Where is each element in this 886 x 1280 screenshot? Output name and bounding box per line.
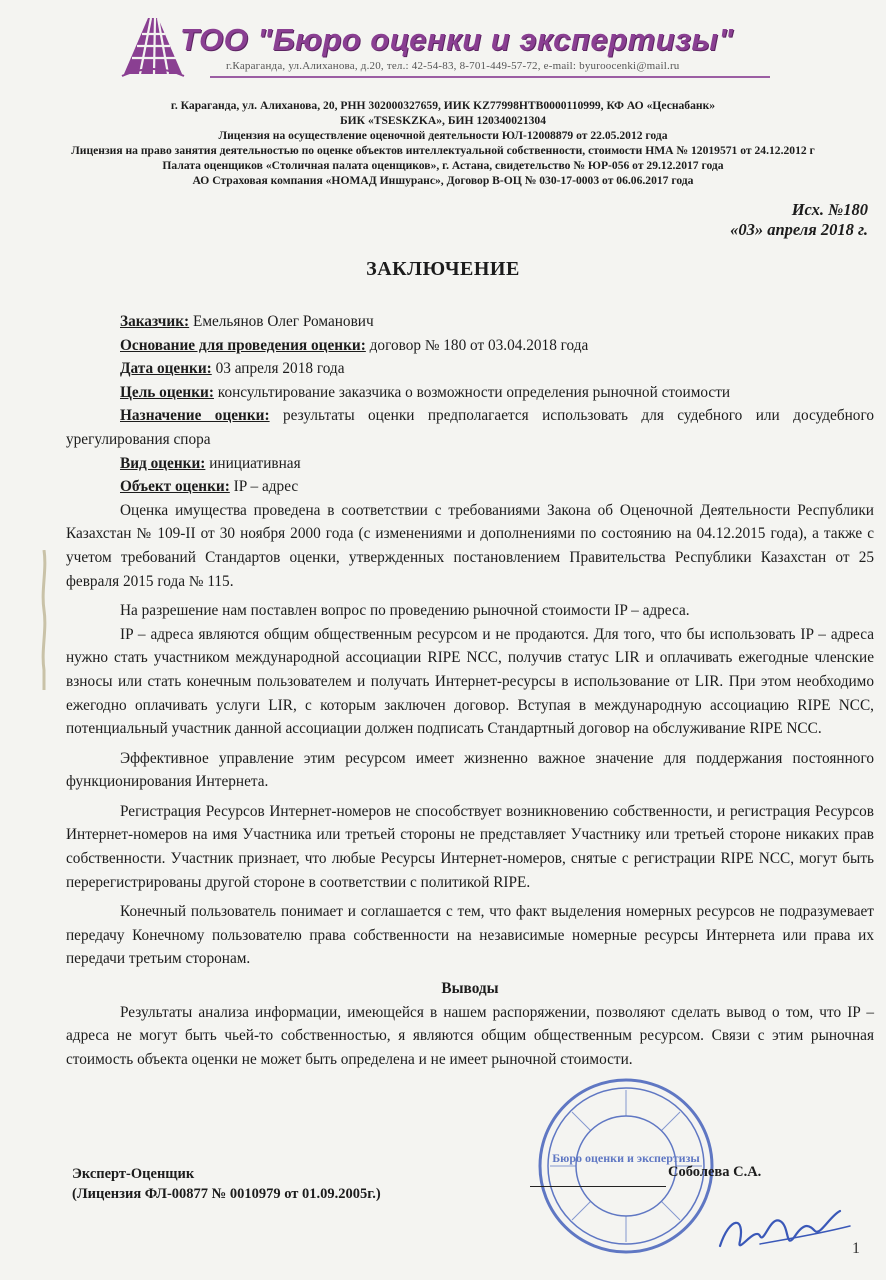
outgoing-reference [730,200,868,240]
paragraph-question: На разрешение нам поставлен вопрос по проведению рыночной стоимости IP – адреса. [120,602,690,620]
header-divider [210,76,770,78]
field-label: Объект оценки: [120,478,230,496]
field-label: Заказчик: [120,313,190,330]
field-value: IP – адрес [229,478,299,496]
signature-line [530,1186,666,1187]
field-customer [66,310,874,334]
binding-thread-icon [40,550,48,690]
field-value: результаты оценки предполагается использовать для судебного или досудебного урегулирования спора [66,407,874,448]
company-name: ТОО "Бюро оценки и экспертизы" [180,22,734,57]
company-contacts: г.Караганда, ул.Алиханова, д.20, тел.: 42-54-83, 8-701-449-57-72, e-mail: byuroocenki@mail.ru [226,60,680,72]
field-goal [66,381,874,405]
paragraph-registration: Регистрация Ресурсов Интернет-номеров не способствует возникновению собственности, и регистрация Ресурсов Интернет-номеров на имя Участника или третьей стороны не представляет Участнику или третьей стороне никаких прав собственности. Участник признает, что любые Ресурсы Интернет-номеров, снятые с регистрации RIPE NCC, могут быть перерегистрированы другой стороне в соответствии с политикой RIPE. [66,802,874,891]
paragraph-management: Эффективное управление этим ресурсом имеет жизненно важное значение для поддержания постоянного функционирования Интернета. [66,749,874,791]
company-logo-icon [118,14,188,78]
field-label: Вид оценки: [120,454,206,472]
field-label: Дата оценки: [120,360,212,378]
paragraph-legal-basis: Оценка имущества проведена в соответствии с требованиями Закона об Оценочной Деятельности Республики Казахстан № 109-II от 30 ноября 2000 года (с изменениями и дополнениями по состоянию на 04.12.2015 года), а также с учетом требований Стандартов оценки, утвержденных постановлением Правительства Республики Казахстан от 25 февраля 2015 года № 115. [66,501,874,590]
company-requisites [40,98,846,188]
requisites-line: АО Страховая компания «НОМАД Иншуранс», Договор В-ОЦ № 030-17-0003 от 06.06.2017 года [192,174,694,187]
paragraph-ip-resources: IP – адреса являются общим общественным ресурсом и не продаются. Для того, что бы использовать IP – адреса нужно стать участником международной ассоциации RIPE NCC, получив статус LIR и оплачивать ежегодные членские взносы или стать конечным пользователем и получать Интернет-ресурсы в использование от LIR. При этом необходимо ежегодно оплачивать услуги LIR, с которым заключен договор. Вступая в международную ассоциацию RIPE NCC, потенциальный участник данной ассоциации должен подписать Стандартный договор на обслуживание RIPE NCC. [66,625,874,738]
field-label: Цель оценки: [120,383,214,401]
field-value: консультирование заказчика о возможности определения рыночной стоимости [213,383,731,401]
field-object [66,475,874,499]
field-date [66,357,874,381]
field-label: Назначение оценки: [120,407,270,425]
field-value: 03 апреля 2018 года [211,360,345,378]
requisites-line: Палата оценщиков «Столичная палата оценщиков», г. Астана, свидетельство № ЮР-056 от 29.12.2017 года [162,159,724,172]
page-number: 1 [852,1240,860,1257]
field-label: Основание для проведения оценки: [120,336,366,354]
signer-block [72,1164,381,1204]
conclusions-heading: Выводы [441,980,499,998]
reference-date: «03» апреля 2018 г. [730,220,868,239]
field-value: Емельянов Олег Романович [189,313,374,330]
handwritten-signature-icon [700,1196,860,1266]
requisites-line: Лицензия на осуществление оценочной деятельности ЮЛ-12008879 от 22.05.2012 года [218,129,668,142]
document-body [66,310,874,1071]
requisites-line: г. Караганда, ул. Алиханова, 20, РНН 302000327659, ИИК KZ77998HTB0000110999, КФ АО «Цеснабанк» [170,99,716,112]
signer-license: (Лицензия ФЛ-00877 № 0010979 от 01.09.2005г.) [72,1186,381,1202]
signer-role: Эксперт-Оценщик [72,1166,195,1182]
field-basis [66,334,874,358]
requisites-line: БИК «TSESKZKA», БИН 120340021304 [339,114,547,127]
signer-name: Соболева С.А. [668,1164,762,1180]
paragraph-conclusion: Результаты анализа информации, имеющейся в нашем распоряжении, позволяют сделать вывод о том, что IP – адреса не могут быть чьей-то собственностью, я являются общим общественным ресурсом. Связи с этим рыночная стоимость объекта оценки не может быть определена и не имеет рыночной стоимости. [66,1003,874,1068]
stamp-text: Бюро оценки и экспертизы [552,1151,700,1165]
field-kind [66,452,874,476]
field-value: инициативная [205,454,301,472]
requisites-line: Лицензия на право занятия деятельностью по оценке объектов интеллектуальной собственности, стоимости НМА № 12019571 от 24.12.2012 г [71,144,815,157]
field-value: договор № 180 от 03.04.2018 года [365,336,589,354]
paragraph-end-user: Конечный пользователь понимает и соглашается с тем, что факт выделения номерных ресурсов не подразумевает передачу Конечному пользователю права собственности на независимые номерные ресурсы Интернета или права их передачи третьим сторонам. [66,903,874,968]
field-purpose [66,404,874,451]
document-title: ЗАКЛЮЧЕНИЕ [366,258,520,280]
reference-number: Исх. №180 [791,200,868,219]
